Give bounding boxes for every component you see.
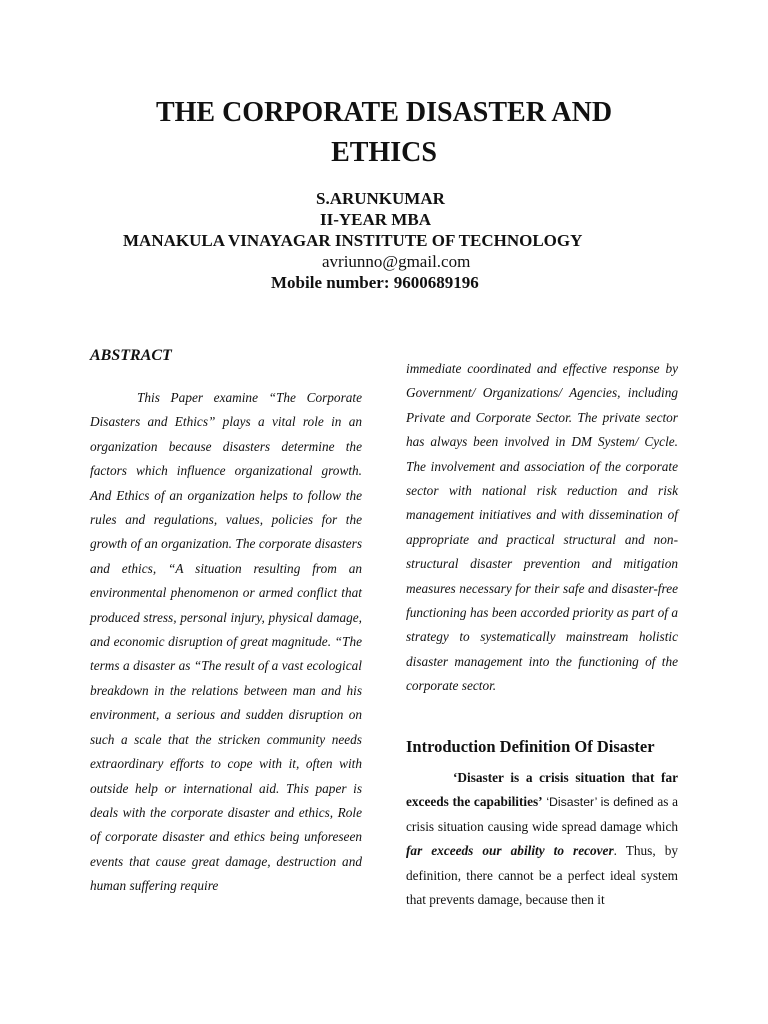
introduction-paragraph [406,766,678,912]
introduction-text [406,766,678,912]
title-line-2: ETHICS [331,137,437,168]
abstract-text: This Paper examine “The Corporate Disasters and Ethics” plays a vital role in an organization because disasters determine the factors which influence organizational growth. And Ethics of an organization helps to follow the rules and regulations, values, policies for the growth of an organization. The corporate disasters and ethics, “A situation resulting from an environmental phenomenon or armed conflict that produced stress, personal injury, physical damage, and economic disruption of great magnitude. “The terms a disaster as “The result of a vast ecological breakdown in the relations between man and his environment, a serious and sudden disruption on such a scale that the stricken community needs extraordinary efforts to cope with it, often with outside help or international aid. This paper is deals with the corporate disaster and ethics, Role of corporate disaster and ethics being unforeseen events that cause great damage, destruction and human suffering require [90,390,362,894]
disaster-term: ‘Disaster’ is defined [546,795,654,810]
abstract-heading: ABSTRACT [90,347,172,364]
title-line-1: THE CORPORATE DISASTER AND [155,97,613,128]
disaster-definition-quote: ‘Disaster is a crisis situation that far exceeds the capabilities’ [406,770,678,810]
abstract-column-right [406,357,678,699]
introduction-heading: Introduction Definition Of Disaster [406,737,655,756]
paper-title [90,93,678,173]
author-name: S.ARUNKUMAR [316,189,445,208]
intro-emphasis: far exceeds our ability to recover [406,843,614,859]
author-mobile: Mobile number: 9600689196 [271,273,479,292]
author-institution: MANAKULA VINAYAGAR INSTITUTE OF TECHNOLOGY [123,231,583,250]
abstract-column-left [90,386,362,899]
author-email: avriunno@gmail.com [322,252,471,271]
abstract-continuation: immediate coordinated and effective response by Government/ Organizations/ Agencies, including Private and Corporate Sector. The private sector has always been involved in DM System/ Cycle. The involvement and association of the corporate sector with national risk reduction and risk management initiatives and with dissemination of appropriate and practical structural and non-structural disaster prevention and mitigation measures necessary for their safe and disaster-free functioning has been accorded priority as part of a strategy to systematically mainstream holistic disaster management into the functioning of the corporate sector. [406,361,678,694]
intro-text-a: as a crisis situation causing wide spread damage which [406,794,679,834]
author-program: II-YEAR MBA [320,210,431,229]
intro-text-b: . Thus, by definition, there cannot be a perfect ideal system that prevents damage, because then it [406,843,679,908]
